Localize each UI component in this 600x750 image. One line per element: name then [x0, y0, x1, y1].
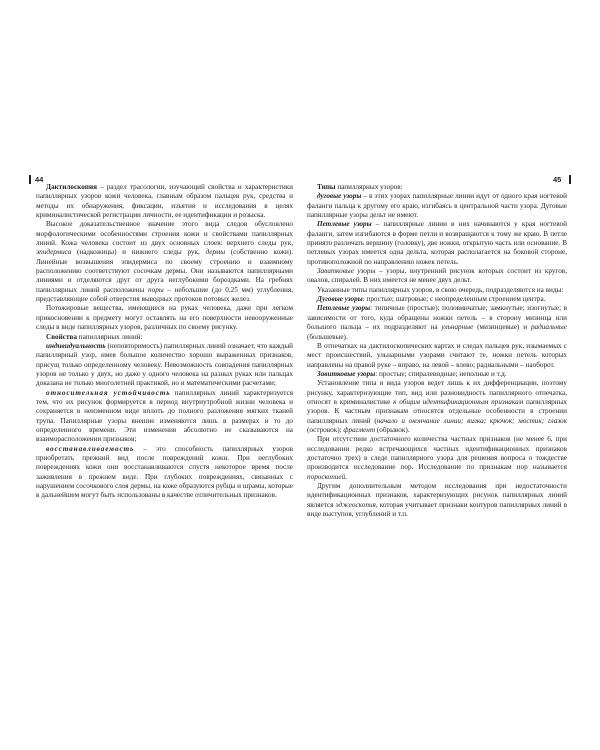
emphasized-term: радиальные [530, 323, 567, 332]
text-run: Указанные типы папиллярных узоров, в свою очередь, подразделяются на виды: [317, 285, 564, 294]
text-run: – в этих узорах папиллярные линии идут от одного края ногтевой фаланги пальца к другому его краю, изгибаясь в центральной части узора. Дуговые папиллярные узоры дельт не имеют. [307, 192, 567, 220]
text-run: (островок); [307, 425, 344, 434]
paragraph [307, 267, 567, 286]
paragraph [36, 183, 293, 220]
paragraph [307, 370, 567, 379]
text-run: (собственно кожи). Линейные возвышения эпидермиса по своему строению и взаимному расположению соответствуют сосочкам дермы. Они называются папиллярными линиями и отделяются друг от друга неглубокими бороздками. На гребнях папиллярных линий расположены [36, 248, 293, 294]
paragraph [307, 379, 567, 435]
emphasized-term: Типы [317, 183, 336, 191]
text-run: – это способность папиллярных узоров приобретать прежний вид после повреждений кожи. При неглубоких повреждениях кожи они восстанавливаются спустя некоторое время после заживления в прежнем виде. При глубоких повреждениях, связанных с нарушением сосочкового слоя дермы, на коже образуются рубцы и шрамы, которые в дальнейшем могут быть использованы в качестве отличительных признаков. [36, 444, 293, 500]
text-run: папиллярных узоров. К частным признакам относятся отдельные особенности в строении папиллярных линий ( [307, 397, 567, 425]
page-marker-right [569, 175, 571, 184]
page-number-right: 45 [553, 175, 562, 184]
text-run: : простые; шатровые; с неопределенным строением центра. [362, 295, 546, 304]
emphasized-term: Завитковые узоры [317, 369, 376, 378]
paragraph [36, 220, 293, 304]
text-run: (мизинцевые) и [473, 323, 531, 332]
emphasized-term: эпидермиса [36, 248, 72, 257]
emphasized-term: начало и окончание линии; вилка; крючок; мостик; глазок [376, 416, 567, 425]
emphasized-term: Дактилоскопия [46, 183, 97, 191]
emphasized-term: к общим идентификационным признакам [393, 397, 524, 406]
text-run: При отсутствии достаточного количества частных признаков (не менее 6, при исследовании редко встречающихся частных идентификационных признаков достаточно трех) в следе папиллярного узора для решения вопроса о тождестве производится исследование пор. Исследование по признакам пор называется [307, 435, 567, 472]
paragraph [36, 304, 293, 332]
emphasized-term: дермы [205, 248, 226, 257]
text-run: (надкожицы) и нижнего следы рук, [71, 248, 206, 257]
paragraph [307, 304, 567, 341]
text-run: Потожировые вещества, имеющиеся на руках человека, даже при легком прикосновении к предмету могут оставлять на его поверхности невооруженные следы в виде папиллярных узоров, различных по своему рисунку. [36, 304, 293, 332]
emphasized-term: фрагмент [343, 425, 376, 434]
text-run: Другим дополнительным методом исследования при недостаточности идентификационных признаков, характеризующих рисунок папиллярных линий является [307, 482, 567, 509]
page-marker-left [29, 175, 31, 184]
emphasized-term: эджеоскопия [335, 500, 376, 509]
text-run: папиллярных узоров: [335, 183, 403, 191]
emphasized-term: поры [148, 285, 164, 294]
paragraph [307, 435, 567, 482]
text-run: (неповторимость) папиллярных линий означает, что каждый папиллярный узор, имея большое количество хорошо выраженных признаков, присущ только определенному человеку. Невозможность совпадения папиллярных узоров не только у двух, но даже у одного человека на разных руках или пальцах доказана не только многолетней практикой, но и математическими расчетами; [36, 341, 293, 388]
paragraph [307, 295, 567, 304]
text-run: папиллярных линий характеризуется тем, что их рисунок формируется в период внутриутробной жизни человека и сохраняется в неизменном виде вплоть до полного разложения мягких тканей трупа. Папиллярные узоры внешне изменяются лишь в размерах и то до определенного времени. Эти изменения абсолютно не сказываются на взаиморасположении признаков; [36, 388, 293, 444]
paragraph [307, 192, 567, 220]
emphasized-term: восстанавливаемость [46, 444, 135, 453]
paragraph [307, 183, 567, 192]
emphasized-term: пороскопией [307, 472, 346, 481]
emphasized-term: индивидуальность [46, 341, 106, 350]
right-page-text [307, 168, 567, 519]
emphasized-term: ульнарные [441, 323, 474, 332]
text-run: , которая учитывает признаки контуров папиллярных линий в виде выступов, углублений и т.п. [307, 500, 567, 519]
text-run: В отпечатках на дактилоскопических картах и следах пальцев рук, изымаемых с мест происшествий, ульнарными узорами считают те, ножки петель которых направлены на правой руке – вправо, на левой – влево; радиальными – наоборот. [307, 341, 567, 369]
text-run: папиллярных линий: [76, 332, 143, 341]
emphasized-term: Завитковые узоры [317, 267, 376, 276]
paragraph [36, 333, 293, 342]
paragraph [307, 286, 567, 295]
text-run: (большевые). [307, 332, 348, 341]
emphasized-term: Петлевые узоры [317, 304, 371, 313]
paragraph [307, 342, 567, 370]
text-run: . [345, 472, 348, 481]
emphasized-term: Петлевые узоры [317, 220, 372, 229]
text-run: : типичные (простые); половинчатые; замкнутые; изогнутые; в зависимости от того, куда обращены ножки петель – в сторону мизинца или большого пальца – их подразделяют на [307, 304, 567, 332]
text-run: Высокое доказательственное значение этого вида следов обусловлено морфологическими особенностями строения кожи и свойствами папиллярных линий. Кожа человека состоит из двух основных слоев: верхнего следы рук, [36, 220, 293, 248]
text-run: : простые; спиралевидные; неполные и т.д. [375, 369, 507, 378]
paragraph [36, 445, 293, 501]
emphasized-term: Дуговые узоры [317, 295, 363, 304]
paragraph [307, 220, 567, 267]
paragraph [36, 342, 293, 389]
text-run: Установление типа и вида узоров ведет лишь к их дифференциации, поэтому рисунку, характеризующие тип, вид или разновидность папиллярного отпечатка, относят в криминалистике [307, 379, 567, 406]
text-run: (обрывок). [375, 425, 410, 434]
emphasized-term: относительная устойчивость [46, 388, 171, 397]
text-run: – папиллярные линии в них начинаются у края ногтевой фаланги, затем изгибаются в форме петли и возвращаются к тому же краю. В петле принято различать вершину (головку), две ножки, открытую часть или основание. В петлевых узорах имеется одна дельта, которая располагается на боковой стороне, противоположной по направлению ножек петель. [307, 220, 568, 266]
text-run: – узоры, внутренний рисунок которых состоит из кругов, овалов, спиралей. В них имеется не менее двух дельт. [307, 267, 567, 285]
emphasized-term: Свойства [46, 332, 77, 341]
text-run: – небольшие (до 0,25 мм) углубления, представляющие собой отверстия выводных протоков потовых желез. [36, 285, 294, 304]
paragraph [307, 482, 567, 519]
paragraph [36, 389, 293, 445]
emphasized-term: дуговые узоры [317, 192, 362, 201]
left-page-text [36, 168, 293, 501]
text-run: – раздел трасологии, изучающий свойства и характеристики папиллярных узоров кожи человека, главным образом пальцев рук, средства и методы их обнаружения, фиксации, изъятия и исследования в целях криминалистической регистрации личности, ее идентификации и розыска. [36, 183, 293, 220]
page-number-left: 44 [35, 175, 44, 184]
